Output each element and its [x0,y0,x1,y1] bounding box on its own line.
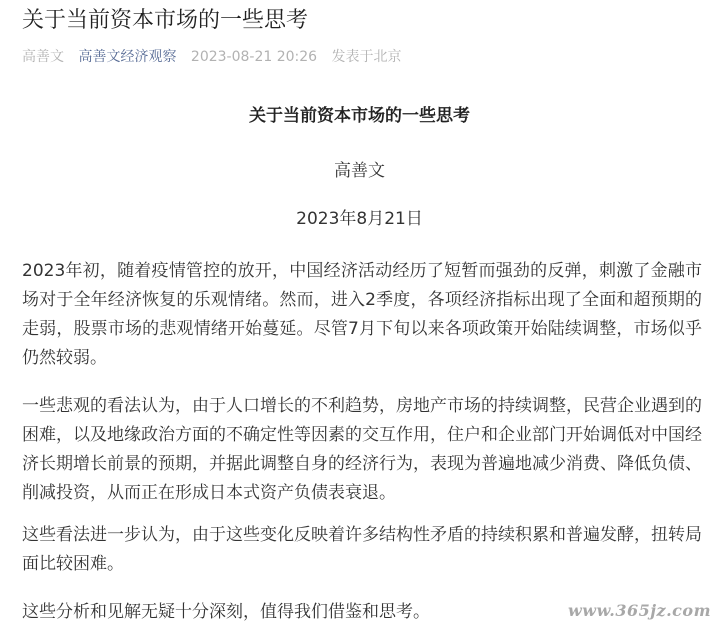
article-meta [22,47,412,67]
site-watermark: www.365jz.com [568,601,711,620]
paragraph: 2023年初，随着疫情管控的放开，中国经济活动经历了短暂而强劲的反弹，刺激了金融市场对于全年经济恢复的乐观情绪。然而，进入2季度，各项经济指标出现了全面和超预期的走弱，股票市场的悲观情绪开始蔓延。尽管7月下旬以来各项政策开始陆续调整，市场似乎仍然较弱。 [22,261,702,368]
page-title: 关于当前资本市场的一些思考 [22,8,309,33]
author-name: 高善文 [22,49,64,65]
publish-datetime: 2023-08-21 20:26 [190,49,318,65]
article-heading: 关于当前资本市场的一些思考 [249,106,470,126]
article-author: 高善文 [334,161,385,181]
paragraph: 一些悲观的看法认为，由于人口增长的不利趋势，房地产市场的持续调整，民营企业遇到的困难，以及地缘政治方面的不确定性等因素的交互作用，住户和企业部门开始调低对中国经济长期增长前景的预期，并据此调整自身的经济行为，表现为普遍地减少消费、降低负债、削减投资，从而正在形成日本式资产负债表衰退。 [22,396,702,503]
paragraph: 这些看法进一步认为，由于这些变化反映着许多结构性矛盾的持续积累和普遍发酵，扭转局面比较困难。 [22,525,702,574]
paragraph: 这些分析和见解无疑十分深刻，值得我们借鉴和思考。 [22,602,430,622]
publish-location: 发表于北京 [331,49,402,65]
account-link[interactable]: 高善文经济观察 [78,49,177,65]
article-date: 2023年8月21日 [296,209,423,229]
